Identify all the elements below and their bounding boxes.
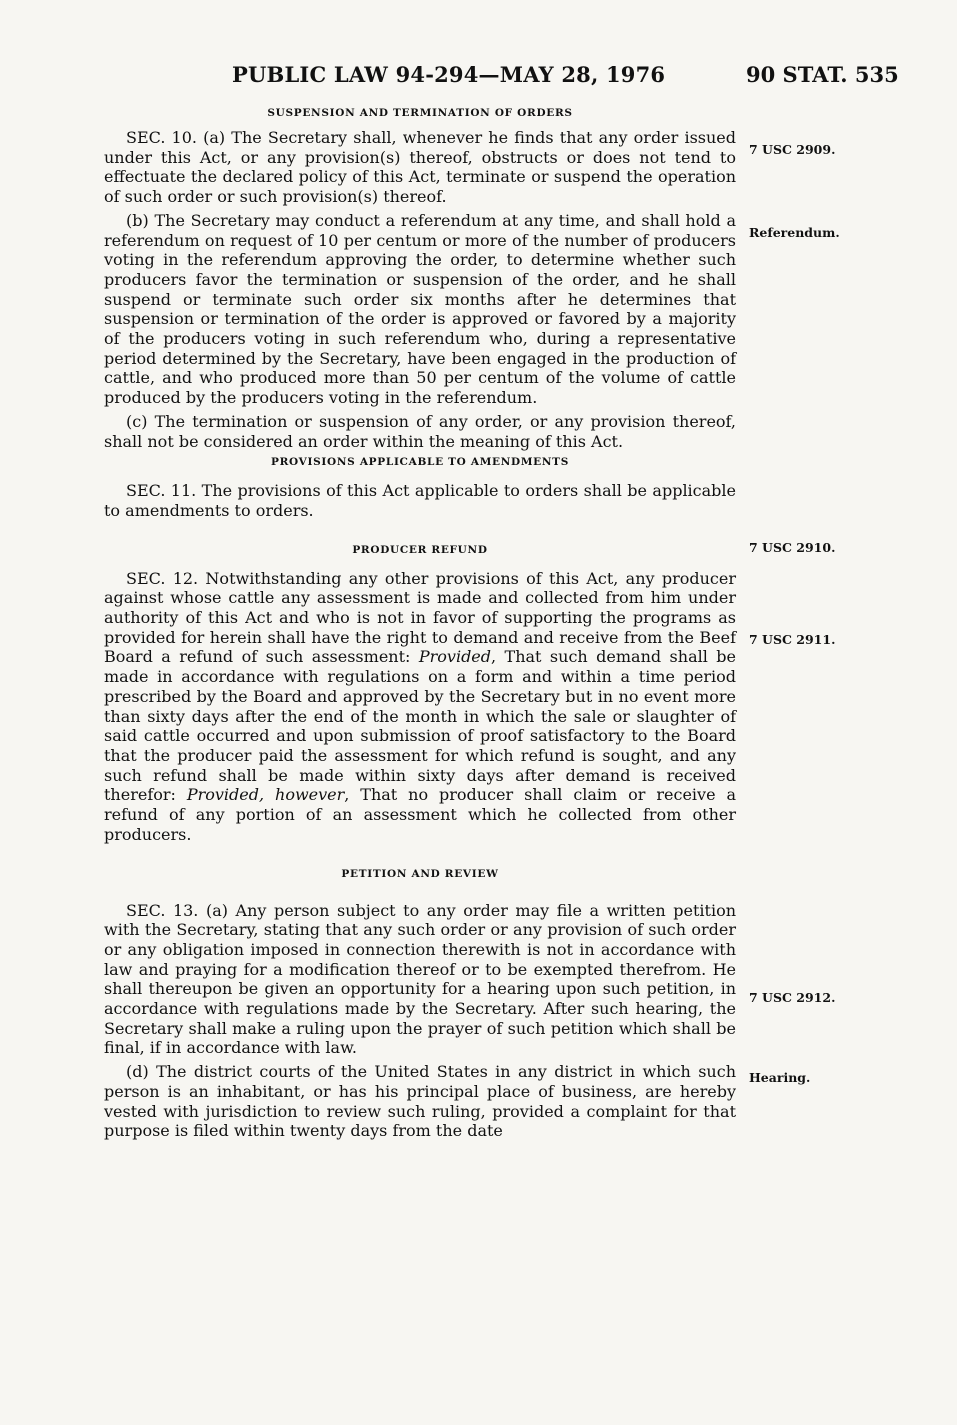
margin-note-usc-2909: 7 USC 2909. <box>749 142 836 157</box>
section-13-heading: PETITION AND REVIEW <box>341 867 499 880</box>
margin-note-usc-2910: 7 USC 2910. <box>749 540 836 555</box>
section-11-heading: PROVISIONS APPLICABLE TO AMENDMENTS <box>271 456 569 469</box>
provided-however-proviso: Provided, however <box>186 785 345 805</box>
section-10-paragraph-a: SEC. 10. (a) The Secretary shall, whenever he finds that any order issued under this Act, or any provision(s) thereof, obstructs or does not tend to effectuate the declared policy of this Act, terminate or suspend the operation of such order or such provision(s) thereof. <box>104 128 736 207</box>
section-12-heading: PRODUCER REFUND <box>352 543 488 556</box>
header-title: PUBLIC LAW 94-294—MAY 28, 1976 <box>232 62 666 87</box>
section-13-paragraph-a: SEC. 13. (a) Any person subject to any order may file a written petition with the Secretary, stating that any such order or any provision of such order or any obligation imposed in connection therewith is not in accordance with law and praying for a modification thereof or to be exempted therefrom. He shall thereupon be given an opportunity for a hearing upon such petition, in accordance with regulations made by the Secretary. After such hearing, the Secretary shall make a ruling upon the prayer of such petition which shall be final, if in accordance with law. <box>104 900 736 1058</box>
section-10-paragraph-b: (b) The Secretary may conduct a referendum at any time, and shall hold a referendum on request of 10 per centum or more of the number of producers voting in the referendum approving the order, to determine whether such producers favor the termination or suspension of the order, and he shall suspend or terminate such order six months after he determines that suspension or termination of the order is approved or favored by a majority of the producers voting in such referendum who, during a representative period determined by the Secretary, have been engaged in the production of cattle, and who produced more than 50 per centum of the volume of cattle produced by the producers voting in the referendum. <box>104 210 736 408</box>
header-stat-citation: 90 STAT. 535 <box>746 62 899 87</box>
section-12-paragraph: SEC. 12. Notwithstanding any other provisions of this Act, any producer against whose cattle any assessment is made and collected from him under authority of this Act and who is not in favor of supporting the programs as provided for herein shall have the right to demand and receive from the Beef Board a refund of such assessment: Provided, That such demand shall be made in accordance with regulations on a form and within a time period prescribed by the Board and approved by the Secretary but in no event more than sixty days after the end of the month in which the sale or slaughter of said cattle occurred and upon submission of proof satisfactory to the Board that the producer paid the assessment for which refund is sought, and any such refund shall be made within sixty days after demand is received therefor: Provided, however, That no producer shall claim or receive a refund of any portion of an assessment which he collected from other producers. <box>104 568 737 844</box>
provided-proviso-1: Provided <box>418 647 492 667</box>
page-header <box>0 62 957 92</box>
section-10-paragraph-c: (c) The termination or suspension of any order, or any provision thereof, shall not be considered an order within the meaning of this Act. <box>104 411 736 451</box>
section-10-heading: SUSPENSION AND TERMINATION OF ORDERS <box>267 107 573 119</box>
section-13-paragraph-d: (d) The district courts of the United States in any district in which such person is an inhabitant, or has his principal place of business, are hereby vested with jurisdiction to review such ruling, provided a complaint for that purpose is filed within twenty days from the date <box>104 1062 736 1141</box>
main-text-column <box>104 106 736 1141</box>
margin-note-usc-2911: 7 USC 2911. <box>749 632 836 647</box>
margin-note-referendum: Referendum. <box>749 225 840 240</box>
margin-note-hearing: Hearing. <box>749 1070 811 1085</box>
margin-note-usc-2912: 7 USC 2912. <box>749 990 836 1005</box>
section-11-paragraph: SEC. 11. The provisions of this Act applicable to orders shall be applicable to amendments to orders. <box>104 481 736 520</box>
